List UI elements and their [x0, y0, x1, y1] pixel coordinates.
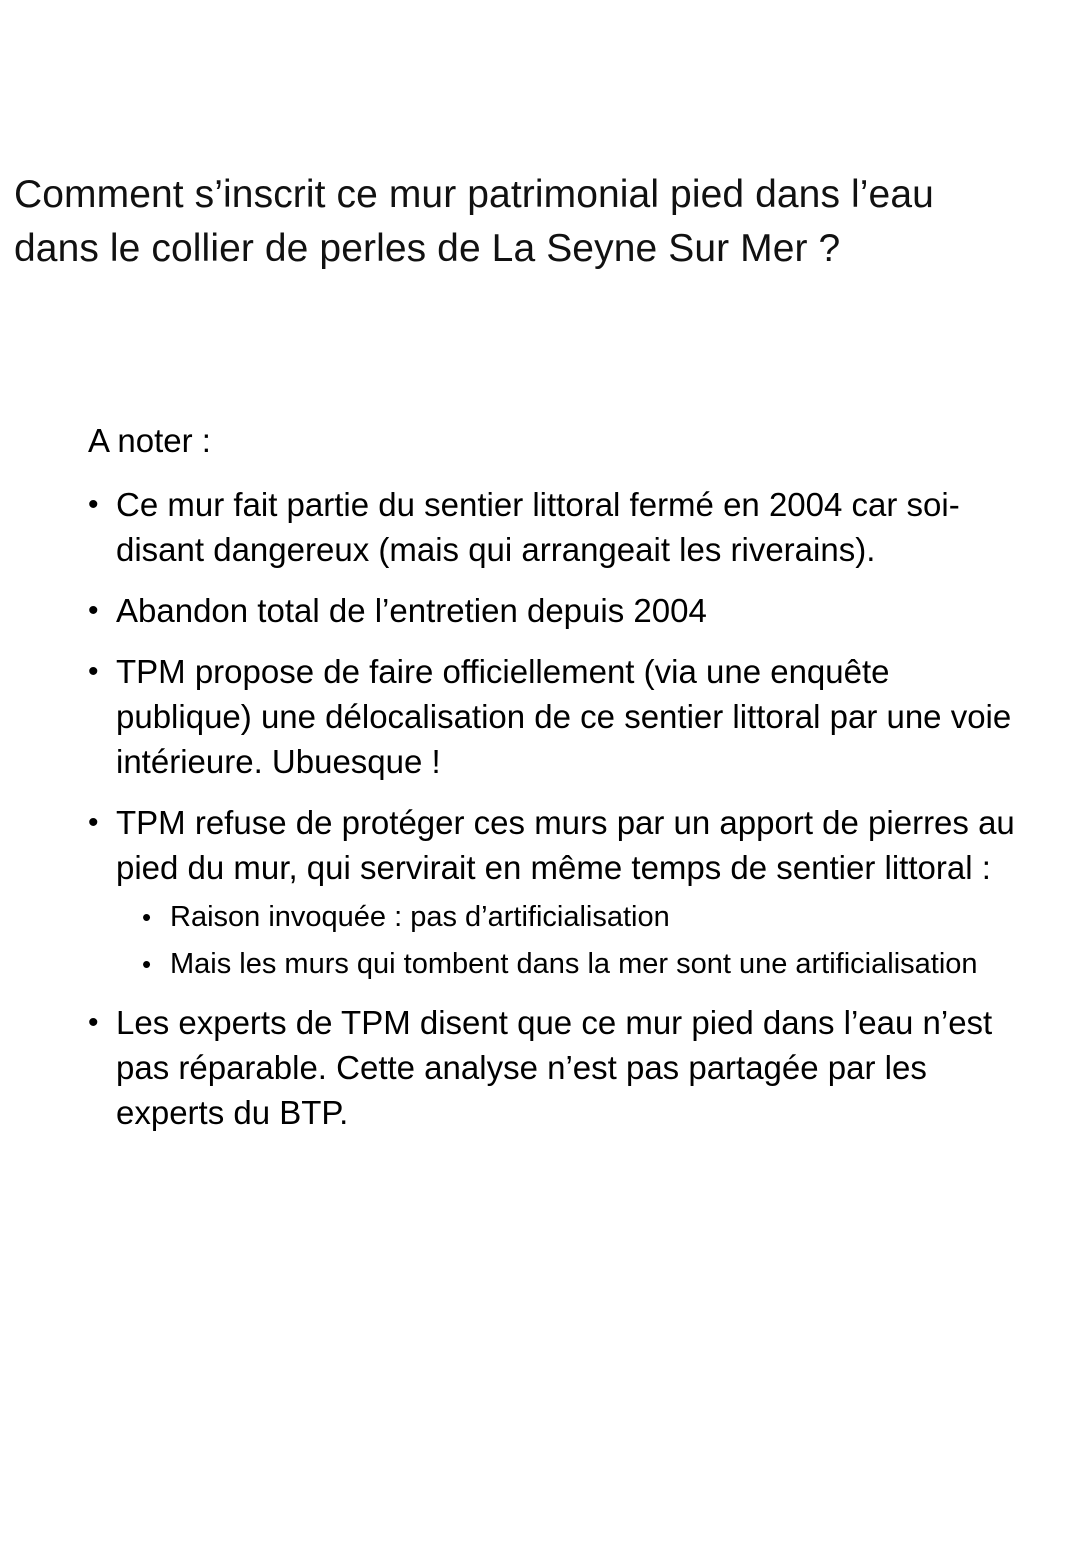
sub-bullet-item	[142, 945, 1028, 984]
title-line-2: dans le collier de perles de La Seyne Sur Mer ?	[14, 227, 841, 270]
page-title	[14, 168, 1064, 276]
bullet-text: Ce mur fait partie du sentier littoral fermé en 2004 car soi-disant dangereux (mais qui arrangeait les riverains).	[116, 486, 960, 568]
bullet-text: TPM refuse de protéger ces murs par un apport de pierres au pied du mur, qui servirait en même temps de sentier littoral :	[116, 804, 1015, 886]
title-line-1: Comment s’inscrit ce mur patrimonial pied dans l’eau	[14, 173, 934, 216]
bullet-list	[88, 482, 1028, 1135]
bullet-item	[88, 800, 1028, 984]
sub-bullet-text: Mais les murs qui tombent dans la mer sont une artificialisation	[170, 948, 978, 980]
bullet-text: Les experts de TPM disent que ce mur pied dans l’eau n’est pas réparable. Cette analyse n’est pas partagée par les experts du BTP.	[116, 1004, 993, 1131]
sub-bullet-text: Raison invoquée : pas d’artificialisation	[170, 901, 670, 933]
sub-bullet-list	[116, 898, 1028, 984]
bullet-item	[88, 1000, 1028, 1135]
bullet-item	[88, 649, 1028, 784]
notes-heading: A noter :	[88, 422, 211, 459]
bullet-item	[88, 482, 1028, 572]
bullet-item	[88, 588, 1028, 633]
bullet-text: Abandon total de l’entretien depuis 2004	[116, 592, 707, 629]
sub-bullet-item	[142, 898, 1028, 937]
bullet-text: TPM propose de faire officiellement (via une enquête publique) une délocalisation de ce sentier littoral par une voie intérieure. Ubuesque !	[116, 653, 1012, 780]
notes-section	[88, 418, 1028, 1151]
